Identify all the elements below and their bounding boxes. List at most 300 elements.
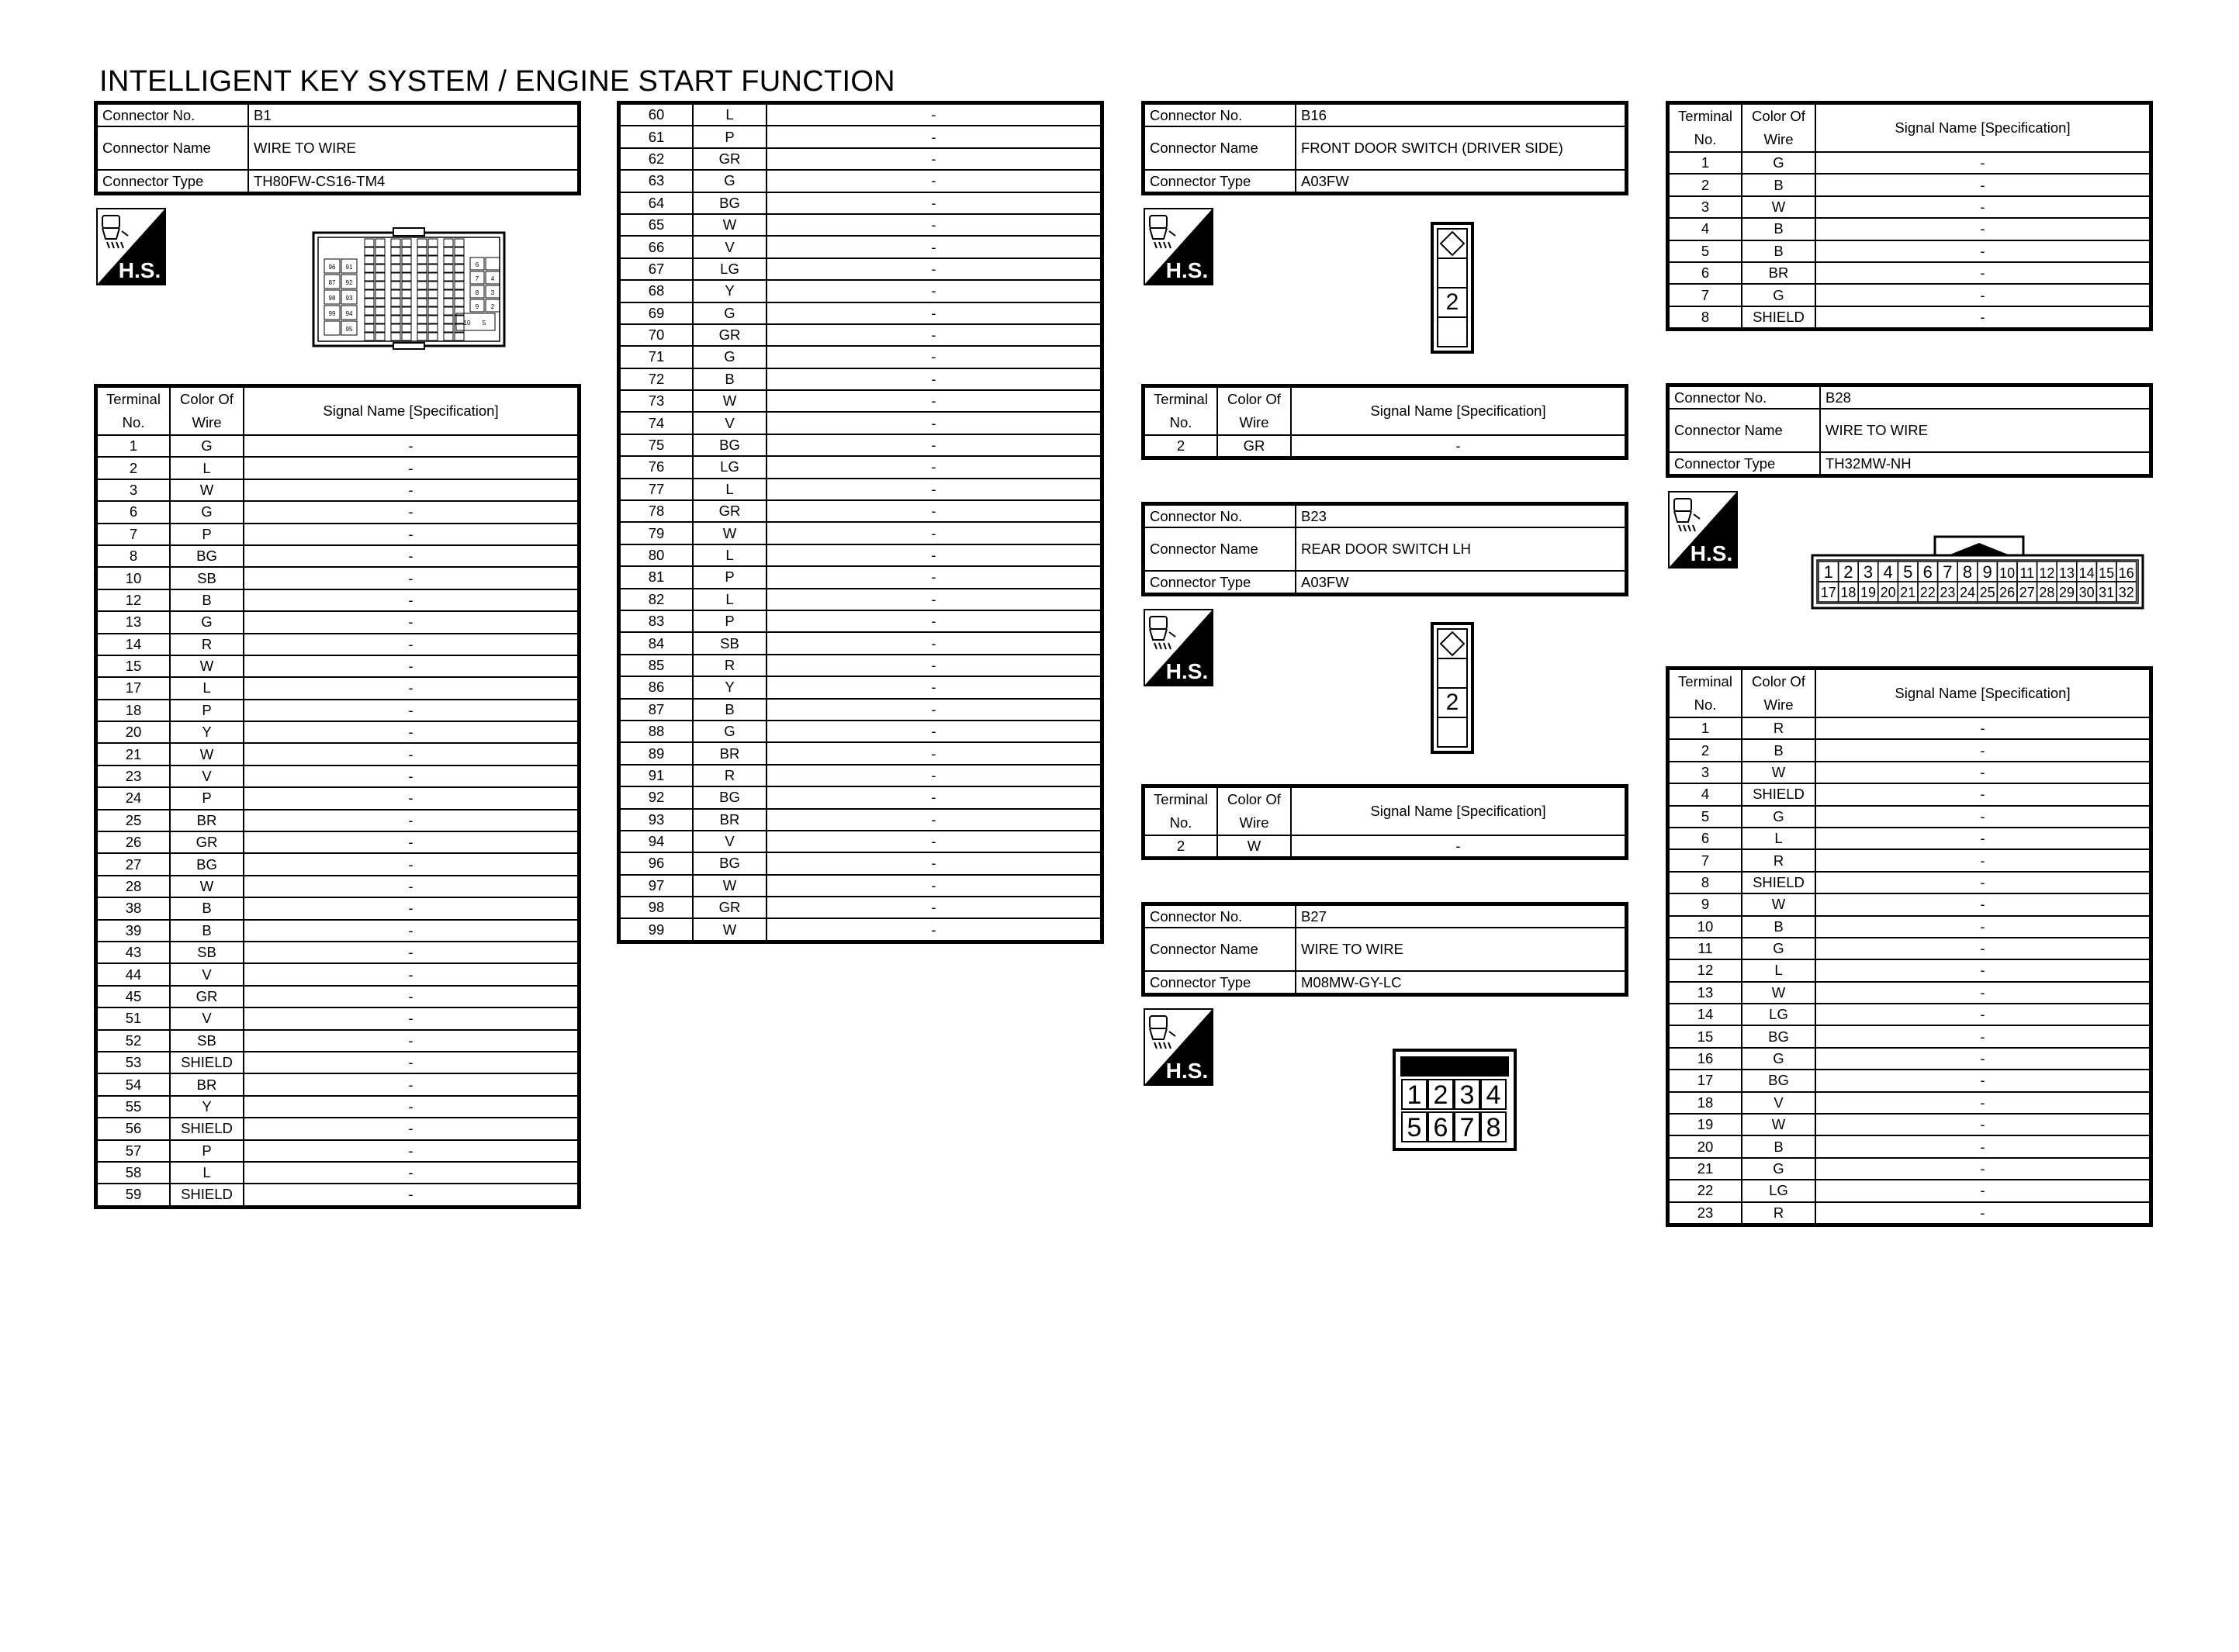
b1-connector-info xyxy=(96,103,579,193)
terminal-no-cell: 2 xyxy=(1144,435,1217,457)
wire-color-cell: V xyxy=(693,831,767,852)
table-row xyxy=(620,632,1101,654)
terminal-no-cell: 59 xyxy=(97,1184,170,1205)
signal-name-cell: - xyxy=(244,655,578,677)
wire-color-cell: BG xyxy=(170,853,244,875)
signal-name-cell: - xyxy=(244,435,578,457)
svg-text:2: 2 xyxy=(1843,562,1853,582)
color-of-wire-header: Color Of Wire xyxy=(1742,669,1815,717)
b28-connector-no: B28 xyxy=(1820,386,2150,409)
terminal-no-header: Terminal No. xyxy=(1669,669,1742,717)
table-row xyxy=(620,192,1101,214)
terminal-no-cell: 18 xyxy=(1669,1092,1742,1114)
color-of-wire-header: Color Of Wire xyxy=(1217,387,1291,435)
table-row xyxy=(620,742,1101,764)
wire-color-cell: BR xyxy=(693,809,767,831)
signal-name-cell: - xyxy=(1815,982,2150,1004)
wire-color-cell: SHIELD xyxy=(170,1118,244,1139)
table-row xyxy=(1669,1114,2150,1135)
svg-text:29: 29 xyxy=(2058,585,2075,600)
table-row xyxy=(1669,284,2150,306)
wire-color-cell: G xyxy=(170,611,244,633)
terminal-no-cell: 52 xyxy=(97,1030,170,1052)
wire-color-cell: G xyxy=(1742,284,1815,306)
wire-color-cell: L xyxy=(170,457,244,479)
wire-color-cell: G xyxy=(693,170,767,192)
terminal-no-cell: 5 xyxy=(1669,806,1742,828)
color-of-wire-header: Color Of Wire xyxy=(1217,787,1291,835)
terminal-no-cell: 63 xyxy=(620,170,693,192)
svg-text:96: 96 xyxy=(328,264,336,271)
terminal-no-cell: 10 xyxy=(97,567,170,589)
table-row xyxy=(97,611,578,633)
svg-text:H.S.: H.S. xyxy=(118,258,161,282)
b16-terminal-table xyxy=(1144,386,1626,458)
terminal-no-cell: 75 xyxy=(620,434,693,456)
table-row xyxy=(97,1096,578,1118)
terminal-no-cell: 99 xyxy=(620,918,693,940)
b1-rows-continued xyxy=(620,104,1101,941)
signal-name-cell: - xyxy=(1815,1004,2150,1025)
signal-name-cell: - xyxy=(767,786,1101,808)
signal-name-cell: - xyxy=(1815,284,2150,306)
terminal-no-cell: 2 xyxy=(1669,174,1742,195)
wire-color-cell: B xyxy=(1742,174,1815,195)
color-of-wire-header: Color Of Wire xyxy=(170,387,244,435)
terminal-no-cell: 72 xyxy=(620,368,693,390)
svg-text:9: 9 xyxy=(1982,562,1992,582)
signal-name-cell: - xyxy=(1815,762,2150,783)
table-row xyxy=(97,589,578,611)
table-row xyxy=(1669,306,2150,328)
signal-name-cell: - xyxy=(1815,306,2150,328)
wire-color-cell: G xyxy=(170,435,244,457)
table-row xyxy=(97,677,578,699)
table-row xyxy=(620,104,1101,126)
b27-terminal-table xyxy=(1668,103,2151,329)
terminal-no-cell: 8 xyxy=(97,545,170,567)
signal-name-cell: - xyxy=(244,567,578,589)
signal-name-cell: - xyxy=(767,302,1101,324)
terminal-no-cell: 3 xyxy=(1669,762,1742,783)
terminal-no-cell: 18 xyxy=(97,700,170,721)
table-row xyxy=(620,280,1101,302)
connector-name-label: Connector Name xyxy=(1669,409,1820,452)
table-row xyxy=(1669,739,2150,761)
terminal-no-cell: 11 xyxy=(1669,938,1742,959)
terminal-no-cell: 84 xyxy=(620,632,693,654)
signal-name-cell: - xyxy=(1815,1048,2150,1070)
table-row xyxy=(1669,1048,2150,1070)
wire-color-cell: R xyxy=(1742,849,1815,871)
table-row xyxy=(620,852,1101,874)
wire-color-cell: G xyxy=(1742,806,1815,828)
hs-harness-side-icon xyxy=(1144,208,1213,285)
terminal-no-cell: 20 xyxy=(97,721,170,743)
hs-harness-side-icon xyxy=(96,208,166,285)
svg-text:30: 30 xyxy=(2078,585,2095,600)
wire-color-cell: W xyxy=(693,214,767,236)
table-row xyxy=(97,1007,578,1029)
wire-color-cell: B xyxy=(1742,1135,1815,1157)
signal-name-cell: - xyxy=(767,632,1101,654)
table-row xyxy=(1669,982,2150,1004)
svg-text:32: 32 xyxy=(2118,585,2134,600)
table-row xyxy=(97,479,578,501)
signal-name-cell: - xyxy=(244,897,578,919)
table-row xyxy=(97,743,578,765)
terminal-no-cell: 62 xyxy=(620,148,693,170)
wire-color-cell: GR xyxy=(170,986,244,1007)
wire-color-cell: SB xyxy=(170,567,244,589)
table-row xyxy=(1669,1180,2150,1201)
table-row xyxy=(97,766,578,787)
svg-text:94: 94 xyxy=(345,310,353,317)
signal-name-cell: - xyxy=(244,1140,578,1162)
table-row xyxy=(1669,762,2150,783)
terminal-no-cell: 44 xyxy=(97,963,170,985)
signal-name-cell: - xyxy=(1815,783,2150,805)
connector-name-label: Connector Name xyxy=(1144,527,1296,571)
signal-name-cell: - xyxy=(244,677,578,699)
svg-text:27: 27 xyxy=(2019,585,2035,600)
wire-color-cell: SHIELD xyxy=(1742,872,1815,893)
b1-rows xyxy=(97,435,578,1206)
terminal-no-cell: 3 xyxy=(1669,196,1742,218)
terminal-no-cell: 86 xyxy=(620,676,693,698)
terminal-no-cell: 26 xyxy=(97,831,170,853)
wire-color-cell: GR xyxy=(693,897,767,918)
table-row xyxy=(620,126,1101,147)
terminal-no-cell: 96 xyxy=(620,852,693,874)
wire-color-cell: GR xyxy=(1217,435,1291,457)
wire-color-cell: G xyxy=(693,302,767,324)
terminal-no-cell: 10 xyxy=(1669,916,1742,938)
table-row xyxy=(620,434,1101,456)
svg-text:5: 5 xyxy=(1407,1113,1422,1142)
terminal-no-cell: 7 xyxy=(1669,284,1742,306)
b23-rows xyxy=(1144,835,1625,857)
terminal-no-cell: 2 xyxy=(97,457,170,479)
signal-name-cell: - xyxy=(767,434,1101,456)
signal-name-cell: - xyxy=(244,876,578,897)
b28-terminal-table xyxy=(1668,669,2151,1225)
svg-text:28: 28 xyxy=(2039,585,2055,600)
signal-name-cell: - xyxy=(1291,835,1625,857)
signal-name-header: Signal Name [Specification] xyxy=(1291,787,1625,835)
table-row xyxy=(97,897,578,919)
connector-no-label: Connector No. xyxy=(97,104,248,126)
terminal-no-cell: 16 xyxy=(1669,1048,1742,1070)
terminal-no-cell: 83 xyxy=(620,610,693,632)
svg-text:17: 17 xyxy=(1820,585,1836,600)
signal-name-cell: - xyxy=(244,1052,578,1073)
terminal-no-cell: 14 xyxy=(97,634,170,655)
terminal-no-cell: 3 xyxy=(97,479,170,501)
b28-rows xyxy=(1669,717,2150,1224)
b27-rows xyxy=(1669,152,2150,328)
svg-text:H.S.: H.S. xyxy=(1165,659,1209,683)
table-row xyxy=(1669,872,2150,893)
signal-name-cell: - xyxy=(244,1096,578,1118)
table-row xyxy=(1669,240,2150,262)
signal-name-cell: - xyxy=(244,611,578,633)
wire-color-cell: W xyxy=(170,655,244,677)
svg-text:99: 99 xyxy=(328,310,336,317)
terminal-no-header: Terminal No. xyxy=(97,387,170,435)
b28-connector-face-diagram xyxy=(1811,535,2144,610)
terminal-no-cell: 1 xyxy=(97,435,170,457)
svg-text:7: 7 xyxy=(475,275,479,282)
terminal-no-cell: 57 xyxy=(97,1140,170,1162)
table-row xyxy=(97,700,578,721)
terminal-no-cell: 8 xyxy=(1669,872,1742,893)
signal-name-cell: - xyxy=(244,721,578,743)
terminal-no-cell: 23 xyxy=(1669,1202,1742,1224)
wire-color-cell: SHIELD xyxy=(170,1052,244,1073)
signal-name-cell: - xyxy=(767,192,1101,214)
table-row xyxy=(1669,1202,2150,1224)
table-row xyxy=(97,963,578,985)
signal-name-cell: - xyxy=(1815,240,2150,262)
table-row xyxy=(1669,218,2150,240)
signal-name-cell: - xyxy=(244,766,578,787)
table-row xyxy=(1669,1135,2150,1157)
terminal-no-cell: 1 xyxy=(1669,152,1742,174)
wire-color-cell: W xyxy=(170,876,244,897)
table-row xyxy=(620,522,1101,544)
svg-text:23: 23 xyxy=(1940,585,1956,600)
wire-color-cell: W xyxy=(1742,762,1815,783)
terminal-no-cell: 1 xyxy=(1669,717,1742,739)
wire-color-cell: BR xyxy=(693,742,767,764)
wire-color-cell: BR xyxy=(170,1073,244,1095)
signal-name-cell: - xyxy=(1815,1180,2150,1201)
wire-color-cell: G xyxy=(1742,1158,1815,1180)
signal-name-cell: - xyxy=(767,522,1101,544)
table-row xyxy=(97,1162,578,1184)
terminal-no-cell: 78 xyxy=(620,500,693,522)
table-row xyxy=(620,699,1101,721)
svg-text:15: 15 xyxy=(2099,565,2115,581)
signal-name-cell: - xyxy=(1815,1114,2150,1135)
table-row xyxy=(1144,435,1625,457)
table-row xyxy=(620,676,1101,698)
terminal-no-cell: 93 xyxy=(620,809,693,831)
svg-text:98: 98 xyxy=(328,295,336,302)
b23-connector-info xyxy=(1144,504,1626,594)
connector-type-label: Connector Type xyxy=(1669,452,1820,475)
wire-color-cell: P xyxy=(170,787,244,809)
terminal-no-cell: 6 xyxy=(97,501,170,523)
connector-name-label: Connector Name xyxy=(97,126,248,170)
table-row xyxy=(620,479,1101,500)
svg-text:6: 6 xyxy=(475,261,479,268)
signal-name-cell: - xyxy=(767,368,1101,390)
signal-name-cell: - xyxy=(244,457,578,479)
terminal-no-cell: 69 xyxy=(620,302,693,324)
b27-connector-face-diagram xyxy=(1393,1049,1517,1151)
signal-name-cell: - xyxy=(1815,893,2150,915)
signal-name-cell: - xyxy=(244,810,578,831)
signal-name-cell: - xyxy=(767,589,1101,610)
table-row xyxy=(1669,849,2150,871)
signal-name-cell: - xyxy=(244,700,578,721)
terminal-no-cell: 71 xyxy=(620,346,693,368)
terminal-no-cell: 8 xyxy=(1669,306,1742,328)
table-row xyxy=(97,1052,578,1073)
svg-text:19: 19 xyxy=(1860,585,1877,600)
terminal-no-cell: 77 xyxy=(620,479,693,500)
terminal-no-cell: 74 xyxy=(620,412,693,434)
table-row xyxy=(620,610,1101,632)
b1-connector-type: TH80FW-CS16-TM4 xyxy=(248,170,578,192)
signal-name-cell: - xyxy=(1815,174,2150,195)
terminal-no-cell: 25 xyxy=(97,810,170,831)
terminal-no-cell: 98 xyxy=(620,897,693,918)
table-row xyxy=(620,346,1101,368)
wire-color-cell: P xyxy=(693,566,767,588)
svg-text:H.S.: H.S. xyxy=(1165,1059,1209,1083)
svg-text:7: 7 xyxy=(1943,562,1953,582)
b16-rows xyxy=(1144,435,1625,457)
terminal-no-cell: 89 xyxy=(620,742,693,764)
table-row xyxy=(1669,893,2150,915)
terminal-no-cell: 45 xyxy=(97,986,170,1007)
terminal-no-cell: 68 xyxy=(620,280,693,302)
svg-text:95: 95 xyxy=(345,326,353,333)
table-row xyxy=(620,875,1101,897)
table-row xyxy=(620,831,1101,852)
b1-terminal-table-continued xyxy=(619,103,1102,942)
wire-color-cell: GR xyxy=(693,500,767,522)
table-row xyxy=(620,500,1101,522)
signal-name-cell: - xyxy=(1815,262,2150,284)
b16-connector-type: A03FW xyxy=(1296,170,1625,192)
b23-connector-no: B23 xyxy=(1296,505,1625,527)
terminal-no-cell: 21 xyxy=(97,743,170,765)
svg-text:21: 21 xyxy=(1900,585,1916,600)
signal-name-cell: - xyxy=(1815,938,2150,959)
svg-text:14: 14 xyxy=(2078,565,2095,581)
wire-color-cell: BG xyxy=(170,545,244,567)
table-row xyxy=(620,544,1101,566)
table-row xyxy=(620,258,1101,280)
signal-name-cell: - xyxy=(767,918,1101,940)
b28-connector-name: WIRE TO WIRE xyxy=(1820,409,2150,452)
b27-connector-no: B27 xyxy=(1296,905,1625,928)
signal-name-cell: - xyxy=(767,479,1101,500)
signal-name-cell: - xyxy=(767,236,1101,257)
wire-color-cell: Y xyxy=(170,1096,244,1118)
wire-color-cell: B xyxy=(693,699,767,721)
svg-text:13: 13 xyxy=(2058,565,2075,581)
wire-color-cell: B xyxy=(1742,916,1815,938)
svg-text:9: 9 xyxy=(475,303,479,310)
signal-name-cell: - xyxy=(244,1184,578,1205)
svg-text:1: 1 xyxy=(1407,1080,1422,1110)
connector-name-label: Connector Name xyxy=(1144,928,1296,971)
wire-color-cell: P xyxy=(170,700,244,721)
b23-terminal-table xyxy=(1144,786,1626,858)
signal-name-cell: - xyxy=(244,1030,578,1052)
signal-name-cell: - xyxy=(244,831,578,853)
table-row xyxy=(1669,916,2150,938)
signal-name-cell: - xyxy=(244,634,578,655)
table-row xyxy=(1669,1158,2150,1180)
table-row xyxy=(1669,174,2150,195)
signal-name-cell: - xyxy=(1815,196,2150,218)
signal-name-cell: - xyxy=(767,456,1101,478)
connector-name-label: Connector Name xyxy=(1144,126,1296,170)
b16-connector-face-diagram xyxy=(1431,222,1474,354)
table-row xyxy=(620,214,1101,236)
terminal-no-cell: 97 xyxy=(620,875,693,897)
signal-name-cell: - xyxy=(244,1118,578,1139)
table-row xyxy=(620,324,1101,346)
table-row xyxy=(97,810,578,831)
wire-color-cell: R xyxy=(1742,1202,1815,1224)
b16-connector-name: FRONT DOOR SWITCH (DRIVER SIDE) xyxy=(1296,126,1625,170)
terminal-no-cell: 15 xyxy=(1669,1025,1742,1047)
wire-color-cell: R xyxy=(170,634,244,655)
table-row xyxy=(620,456,1101,478)
terminal-no-cell: 60 xyxy=(620,104,693,126)
signal-name-cell: - xyxy=(767,742,1101,764)
wire-color-cell: W xyxy=(170,743,244,765)
svg-text:12: 12 xyxy=(2039,565,2055,581)
terminal-no-cell: 39 xyxy=(97,920,170,942)
wire-color-cell: L xyxy=(693,589,767,610)
table-row xyxy=(620,390,1101,412)
b27-connector-name: WIRE TO WIRE xyxy=(1296,928,1625,971)
signal-name-cell: - xyxy=(244,501,578,523)
terminal-no-cell: 65 xyxy=(620,214,693,236)
table-row xyxy=(97,655,578,677)
wire-color-cell: G xyxy=(693,346,767,368)
terminal-no-cell: 70 xyxy=(620,324,693,346)
terminal-no-cell: 43 xyxy=(97,942,170,963)
signal-name-cell: - xyxy=(244,1073,578,1095)
terminal-no-cell: 79 xyxy=(620,522,693,544)
connector-type-label: Connector Type xyxy=(97,170,248,192)
table-row xyxy=(620,236,1101,257)
terminal-no-cell: 12 xyxy=(97,589,170,611)
wire-color-cell: GR xyxy=(693,324,767,346)
wire-color-cell: GR xyxy=(170,831,244,853)
wire-color-cell: R xyxy=(1742,717,1815,739)
wire-color-cell: V xyxy=(693,412,767,434)
svg-text:7: 7 xyxy=(1459,1113,1475,1142)
wire-color-cell: V xyxy=(170,766,244,787)
wire-color-cell: Y xyxy=(693,280,767,302)
table-row xyxy=(1669,938,2150,959)
terminal-no-cell: 91 xyxy=(620,765,693,786)
signal-name-cell: - xyxy=(1815,218,2150,240)
b28-connector-type: TH32MW-NH xyxy=(1820,452,2150,475)
wire-color-cell: B xyxy=(170,589,244,611)
table-row xyxy=(97,853,578,875)
table-row xyxy=(1669,806,2150,828)
signal-name-header: Signal Name [Specification] xyxy=(1815,669,2150,717)
svg-text:25: 25 xyxy=(1979,585,1995,600)
b23-connector-face-diagram xyxy=(1431,622,1474,754)
wire-color-cell: W xyxy=(1742,982,1815,1004)
wire-color-cell: SHIELD xyxy=(170,1184,244,1205)
terminal-no-cell: 17 xyxy=(1669,1070,1742,1091)
connector-type-label: Connector Type xyxy=(1144,170,1296,192)
signal-name-cell: - xyxy=(1815,152,2150,174)
